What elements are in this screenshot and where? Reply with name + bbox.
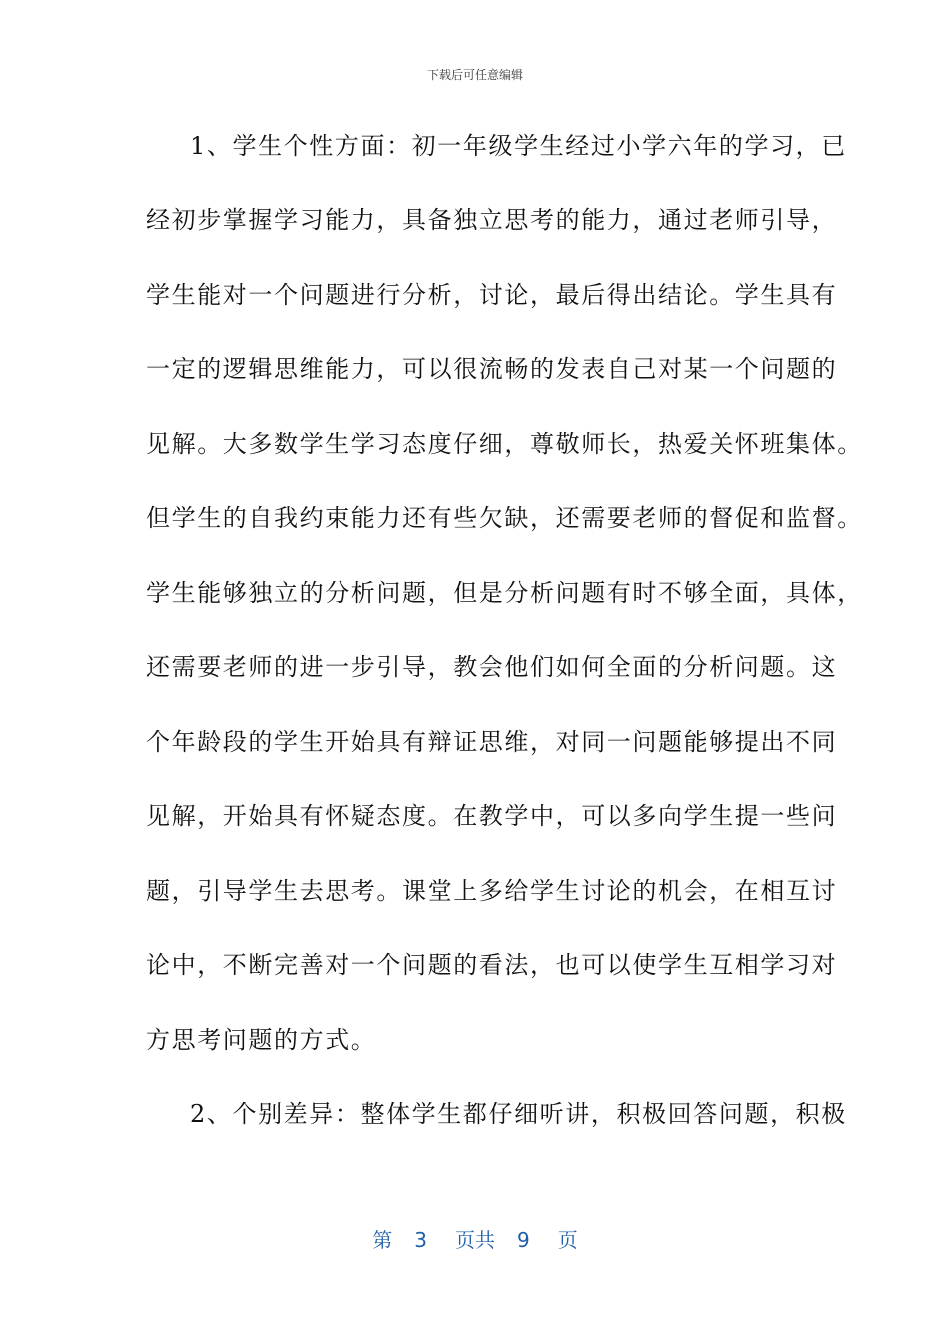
footer-middle: 页共 — [455, 1228, 495, 1252]
paragraph-1-line-1: 1、学生个性方面：初一年级学生经过小学六年的学习，已 — [190, 132, 847, 160]
paragraph-1-line-3: 学生能对一个问题进行分析，讨论，最后得出结论。学生具有 — [146, 281, 838, 309]
paragraph-1-line-10: 见解，开始具有怀疑态度。在教学中，可以多向学生提一些问 — [146, 802, 838, 830]
paragraph-1-line-4: 一定的逻辑思维能力，可以很流畅的发表自己对某一个问题的 — [146, 355, 838, 383]
paragraph-1-line-12: 论中，不断完善对一个问题的看法，也可以使学生互相学习对 — [146, 951, 838, 979]
paragraph-1-line-13: 方思考问题的方式。 — [146, 1026, 377, 1054]
page-header: 下载后可任意编辑 — [426, 68, 523, 82]
paragraph-1-line-11: 题，引导学生去思考。课堂上多给学生讨论的机会，在相互讨 — [146, 877, 838, 905]
page-footer — [0, 1224, 950, 1253]
paragraph-1-line-9: 个年龄段的学生开始具有辩证思维，对同一问题能够提出不同 — [146, 728, 838, 756]
paragraph-1-line-6: 但学生的自我约束能力还有些欠缺，还需要老师的督促和监督。 — [146, 504, 863, 532]
paragraph-1-line-5: 见解。大多数学生学习态度仔细，尊敬师长，热爱关怀班集体。 — [146, 430, 863, 458]
paragraph-2-line-1: 2、个别差异：整体学生都仔细听讲，积极回答问题，积极 — [190, 1100, 847, 1128]
footer-current-page: 3 — [414, 1228, 427, 1252]
paragraph-1-line-8: 还需要老师的进一步引导，教会他们如何全面的分析问题。这 — [146, 653, 838, 681]
footer-total-pages: 9 — [517, 1228, 530, 1252]
paragraph-1-line-7: 学生能够独立的分析问题，但是分析问题有时不够全面，具体， — [146, 579, 863, 607]
footer-suffix: 页 — [557, 1228, 578, 1252]
paragraph-1-line-2: 经初步掌握学习能力，具备独立思考的能力，通过老师引导， — [146, 206, 838, 234]
footer-prefix: 第 — [372, 1228, 393, 1252]
